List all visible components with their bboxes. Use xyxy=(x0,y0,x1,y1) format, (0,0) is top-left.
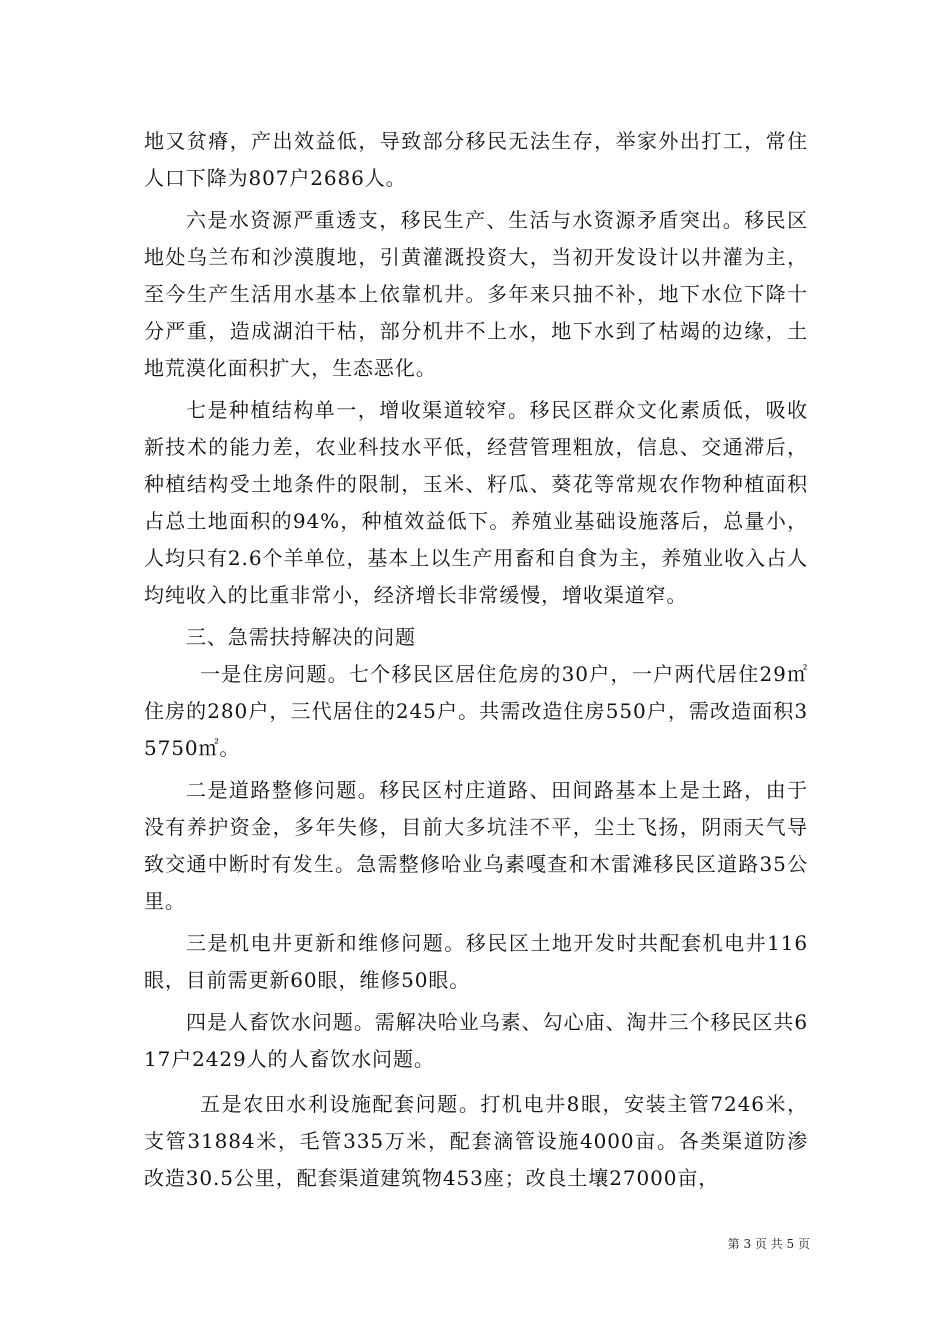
paragraph-continuation: 地又贫瘠，产出效益低，导致部分移民无法生存，举家外出打工，常住人口下降为807户2686人。 xyxy=(144,129,808,190)
paragraph-water-resources: 六是水资源严重透支，移民生产、生活与水资源矛盾突出。移民区地处乌兰布和沙漠腹地，引黄灌溉投资大，当初开发设计以井灌为主，至今生产生活用水基本上依靠机井。多年来只抽不补，地下水位下降十分严重，造成湖泊干枯，部分机井不上水，地下水到了枯竭的边缘，土地荒漠化面积扩大，生态恶化。 xyxy=(144,208,808,380)
section-heading: 三、急需扶持解决的问题 xyxy=(186,625,416,649)
paragraph-planting-structure: 七是种植结构单一，增收渠道较窄。移民区群众文化素质低，吸收新技术的能力差，农业科技水平低，经营管理粗放，信息、交通滞后，种植结构受土地条件的限制，玉米、籽瓜、葵花等常规农作物种植面积占总土地面积的94%，种植效益低下。养殖业基础设施落后，总量小，人均只有2.6个羊单位，基本上以生产用畜和自食为主，养殖业收入占人均纯收入的比重非常小，经济增长非常缓慢，增收渠道窄。 xyxy=(144,398,808,607)
paragraph-drinking-water: 四是人畜饮水问题。需解决哈业乌素、勾心庙、淘井三个移民区共617户2429人的人畜饮水问题。 xyxy=(144,1010,808,1071)
paragraph-roads: 二是道路整修问题。移民区村庄道路、田间路基本上是土路，由于没有养护资金，多年失修，目前大多坑洼不平，尘土飞扬，阴雨天气导致交通中断时有发生。急需整修哈业乌素嘎查和木雷滩移民区道路35公里。 xyxy=(144,778,808,913)
paragraph-irrigation: 五是农田水利设施配套问题。打机电井8眼，安装主管7246米，支管31884米，毛管335万米，配套滴管设施4000亩。各类渠道防渗改造30.5公里，配套渠道建筑物453座；改良土壤27000亩， xyxy=(144,1092,808,1190)
document-body xyxy=(144,123,808,1197)
paragraph-housing: 一是住房问题。七个移民区居住危房的30户，一户两代居住29㎡住房的280户，三代居住的245户。共需改造住房550户，需改造面积35750㎡。 xyxy=(144,662,808,760)
page-number: 第 3 页 共 5 页 xyxy=(727,1237,810,1251)
paragraph-wells: 三是机电井更新和维修问题。移民区土地开发时共配套机电井116眼，目前需更新60眼，维修50眼。 xyxy=(144,931,808,992)
